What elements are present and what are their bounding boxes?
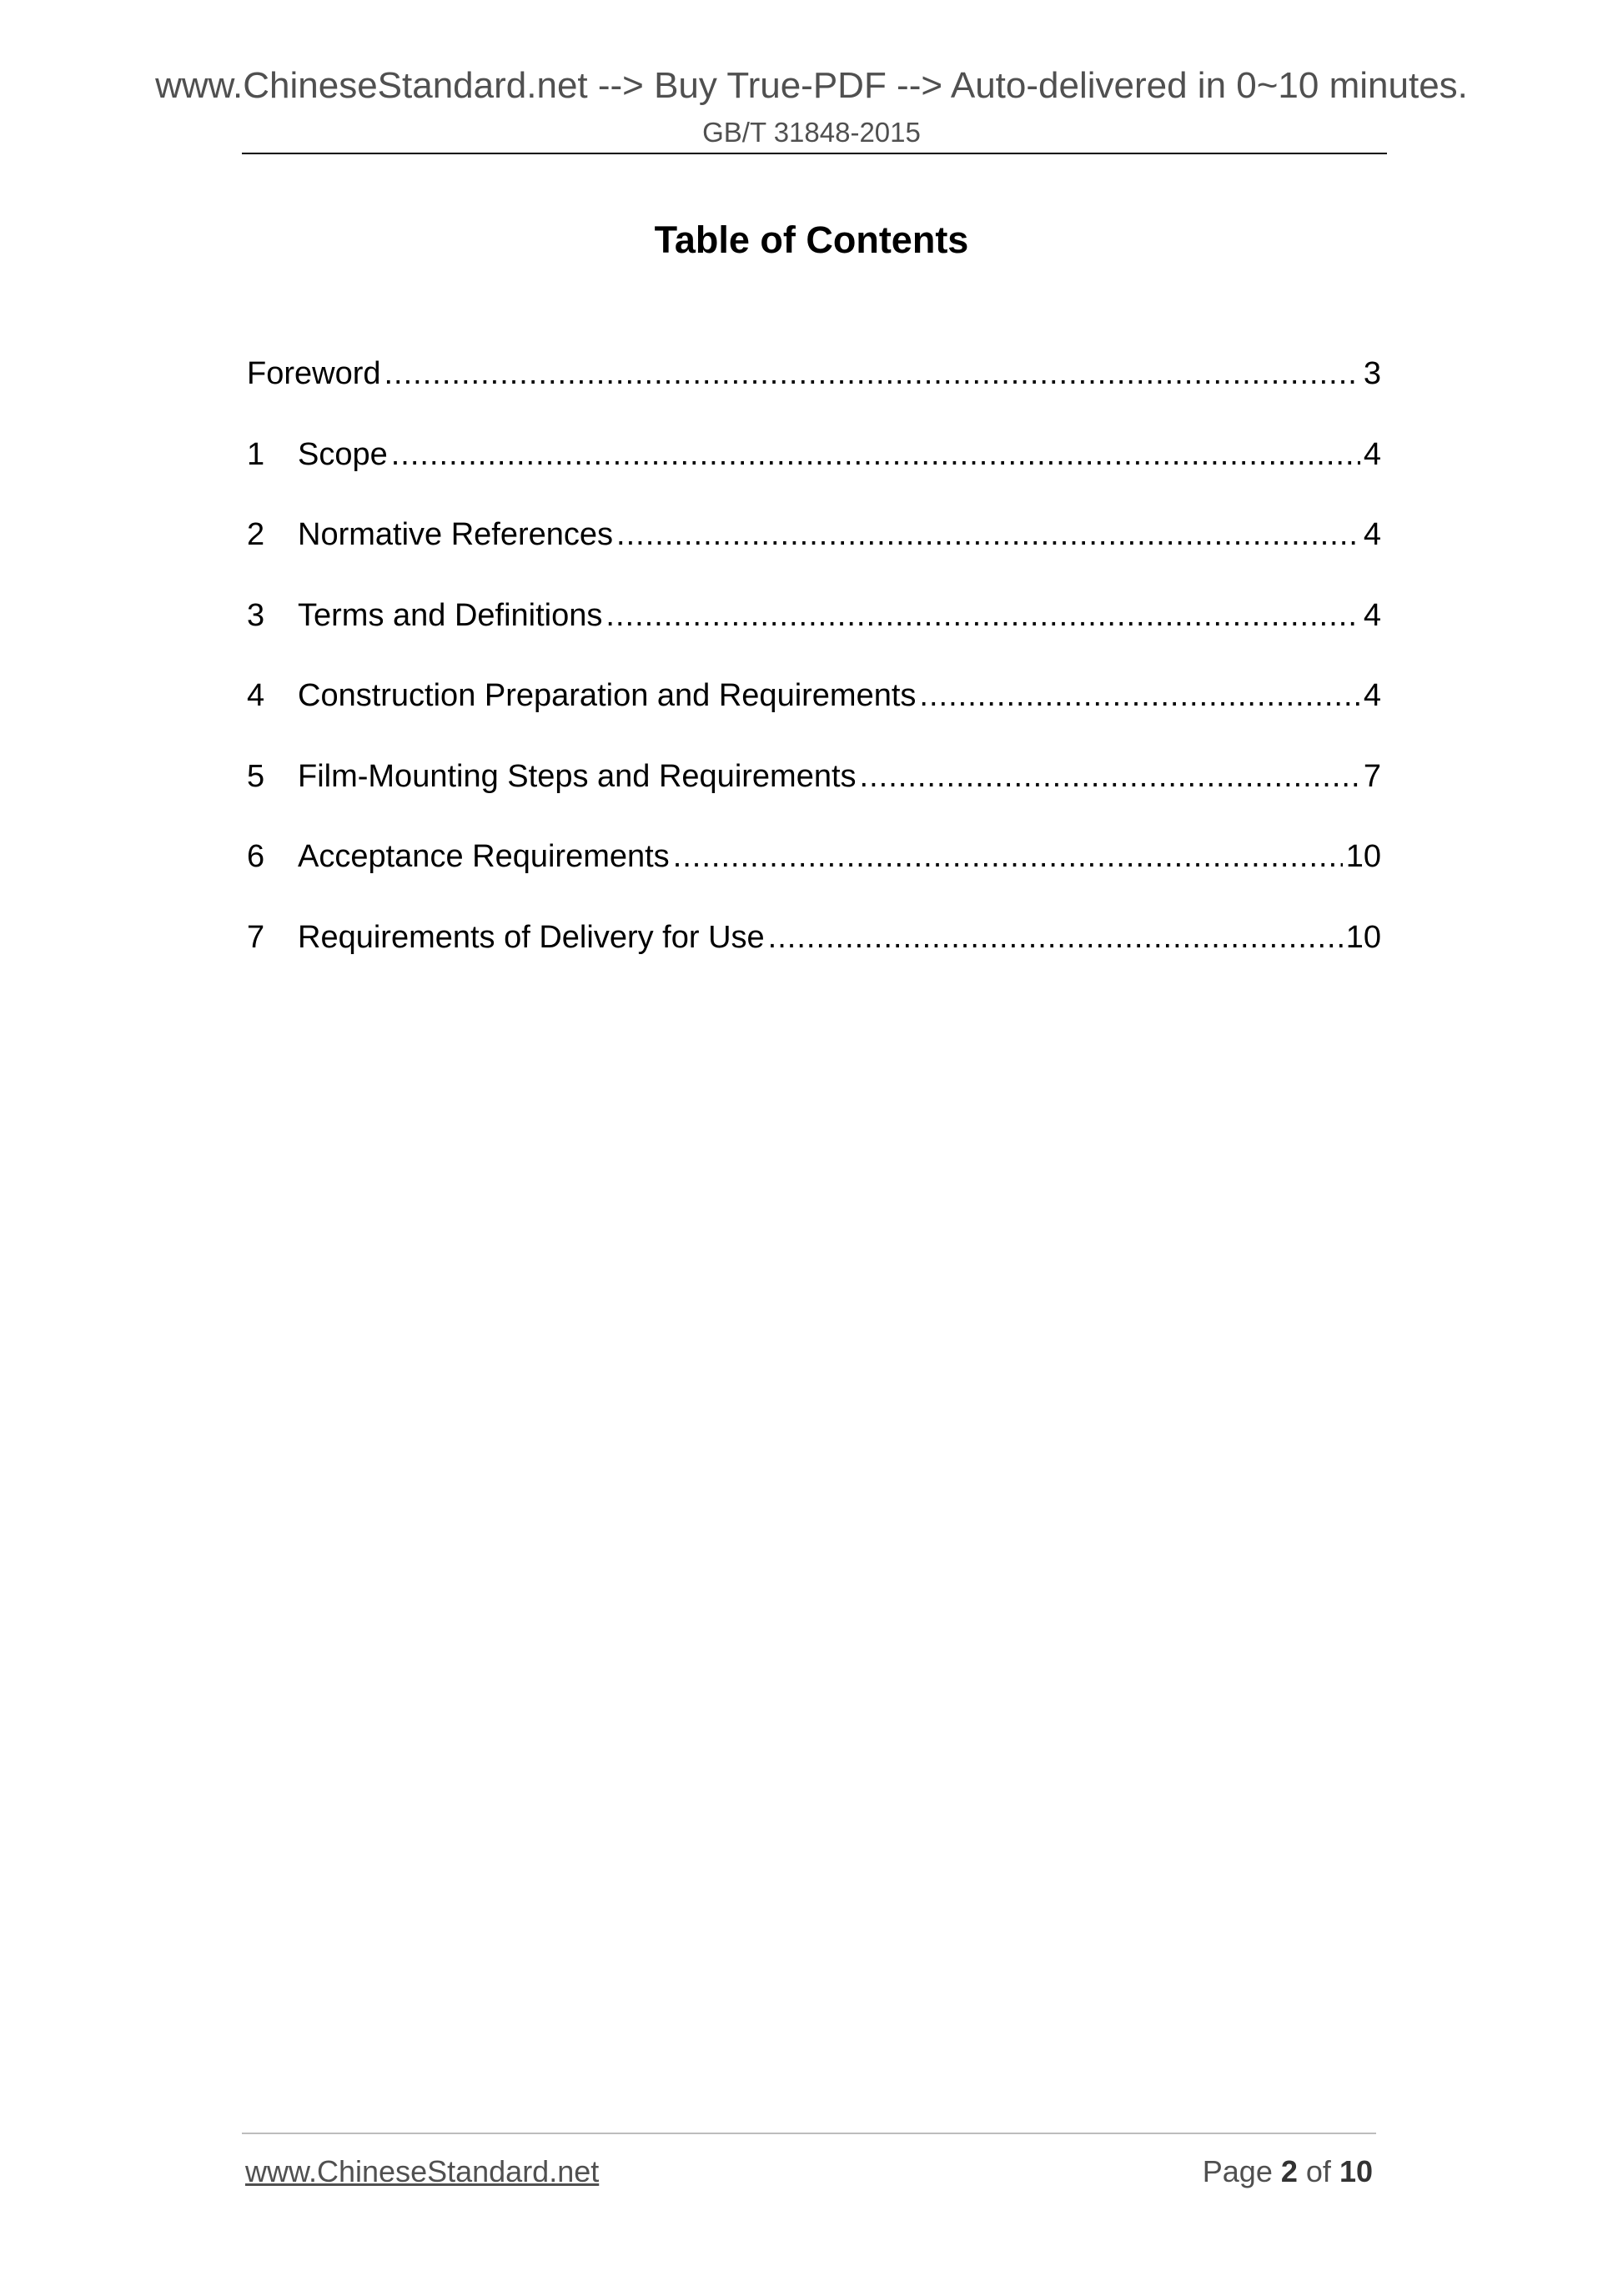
dot-leader xyxy=(384,349,1360,399)
toc-entry-construction-preparation[interactable] xyxy=(247,671,1381,751)
dot-leader xyxy=(860,751,1360,801)
toc-entry-page: 7 xyxy=(1363,758,1381,794)
dot-leader xyxy=(616,510,1360,560)
toc-entry-foreword[interactable] xyxy=(247,349,1381,430)
standard-code: GB/T 31848-2015 xyxy=(702,117,921,148)
dot-leader xyxy=(673,831,1343,882)
dot-leader xyxy=(768,912,1343,962)
toc-entry-label: Foreword xyxy=(247,356,381,391)
toc-entry-page: 10 xyxy=(1345,839,1381,874)
toc-entry-page: 10 xyxy=(1345,919,1381,955)
dot-leader xyxy=(391,430,1360,480)
toc-entry-number: 5 xyxy=(247,758,265,794)
toc-title: Table of Contents xyxy=(654,219,969,261)
toc-entry-terms-and-definitions[interactable] xyxy=(247,590,1381,671)
dot-leader xyxy=(919,671,1359,721)
toc-entry-label: Acceptance Requirements xyxy=(298,839,670,874)
page-separator: of xyxy=(1305,2154,1331,2188)
toc-entry-delivery-for-use[interactable] xyxy=(247,912,1381,993)
toc-entry-number: 1 xyxy=(247,436,265,472)
toc-entry-normative-references[interactable] xyxy=(247,510,1381,590)
toc-entry-number: 6 xyxy=(247,839,265,874)
footer-divider xyxy=(242,2133,1376,2134)
toc-entry-number: 2 xyxy=(247,517,265,552)
site-banner: www.ChineseStandard.net --> Buy True-PDF --> Auto-delivered in 0~10 minutes. xyxy=(155,65,1468,106)
toc-entry-page: 4 xyxy=(1363,517,1381,552)
toc-entry-number: 7 xyxy=(247,919,265,955)
toc-entry-film-mounting-steps[interactable] xyxy=(247,751,1381,832)
page-prefix: Page xyxy=(1202,2154,1273,2188)
toc-entry-label: Terms and Definitions xyxy=(298,597,603,633)
toc-entry-scope[interactable] xyxy=(247,430,1381,510)
toc-entry-number: 4 xyxy=(247,678,265,713)
toc-entry-number: 3 xyxy=(247,597,265,633)
toc-entry-page: 4 xyxy=(1363,597,1381,633)
current-page-number: 2 xyxy=(1280,2154,1298,2188)
toc-entry-acceptance-requirements[interactable] xyxy=(247,831,1381,912)
toc-entry-label: Film-Mounting Steps and Requirements xyxy=(298,758,857,794)
toc-entry-label: Normative References xyxy=(298,517,614,552)
page-number-indicator xyxy=(1203,2154,1373,2189)
table-of-contents xyxy=(247,349,1381,992)
toc-entry-page: 4 xyxy=(1363,436,1381,472)
toc-entry-label: Requirements of Delivery for Use xyxy=(298,919,765,955)
toc-entry-label: Scope xyxy=(298,436,388,472)
header-divider xyxy=(242,153,1387,154)
footer-site-link[interactable]: www.ChineseStandard.net xyxy=(245,2154,600,2188)
toc-entry-page: 4 xyxy=(1363,678,1381,713)
dot-leader xyxy=(605,590,1359,641)
total-pages-number: 10 xyxy=(1339,2154,1373,2188)
toc-entry-page: 3 xyxy=(1363,356,1381,391)
toc-entry-label: Construction Preparation and Requirements xyxy=(298,678,917,713)
